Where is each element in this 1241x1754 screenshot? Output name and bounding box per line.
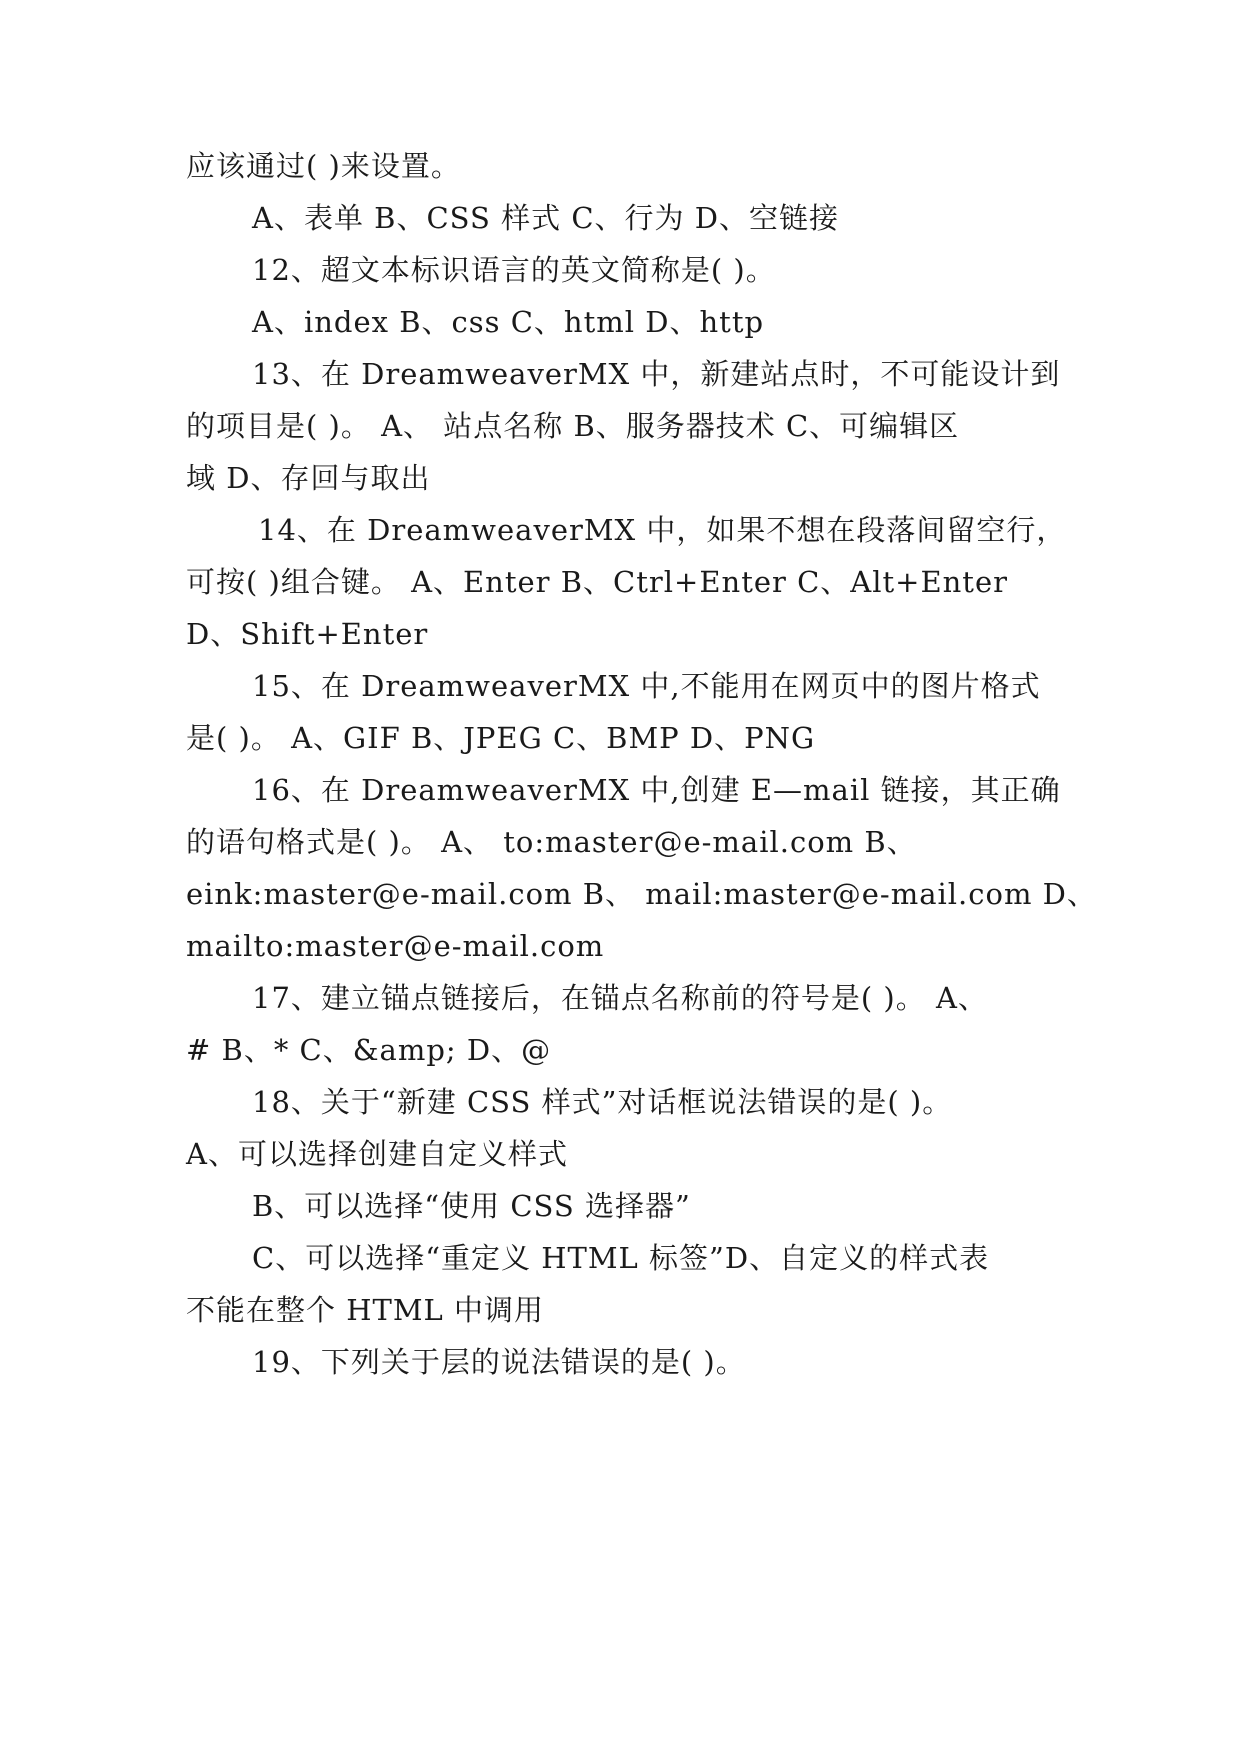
text-line: mailto:master@e-mail.com [186,929,605,963]
question-16: 16、在 DreamweaverMX 中,创建 E—mail 链接，其正确 [252,773,1061,807]
question-12: 12、超文本标识语言的英文简称是( )。 [252,253,776,287]
question-18: 18、关于“新建 CSS 样式”对话框说法错误的是( )。 [252,1085,953,1119]
text-line: A、index B、css C、html D、http [252,305,765,339]
question-14: 14、在 DreamweaverMX 中，如果不想在段落间留空行， [258,513,1067,547]
text-line: 应该通过( )来设置。 [186,149,461,183]
text-line: 的项目是( )。 A、 站点名称 B、服务器技术 C、可编辑区 [186,409,960,443]
text-line: D、Shift+Enter [186,617,429,651]
text-line: 域 D、存回与取出 [186,461,431,495]
text-line: eink:master@e-mail.com B、 mail:master@e-mail.com D、 [186,877,1097,911]
question-17: 17、建立锚点链接后，在锚点名称前的符号是( )。 A、 [252,981,988,1015]
text-line: B、可以选择“使用 CSS 选择器” [252,1189,691,1223]
text-line: 不能在整个 HTML 中调用 [186,1293,545,1327]
question-15: 15、在 DreamweaverMX 中,不能用在网页中的图片格式 [252,669,1041,703]
text-line: # B、* C、&amp; D、@ [186,1033,552,1067]
question-19: 19、下列关于层的说法错误的是( )。 [252,1345,746,1379]
text-line: 的语句格式是( )。 A、 to:master@e-mail.com B、 [186,825,917,859]
text-line: C、可以选择“重定义 HTML 标签”D、自定义的样式表 [252,1241,990,1275]
text-line: 可按( )组合键。 A、Enter B、Ctrl+Enter C、Alt+Enter [186,565,1008,599]
text-line: 是( )。 A、GIF B、JPEG C、BMP D、PNG [186,721,816,755]
text-line: A、表单 B、CSS 样式 C、行为 D、空链接 [252,201,839,235]
question-13: 13、在 DreamweaverMX 中，新建站点时，不可能设计到 [252,357,1061,391]
text-line: A、可以选择创建自定义样式 [186,1137,568,1171]
